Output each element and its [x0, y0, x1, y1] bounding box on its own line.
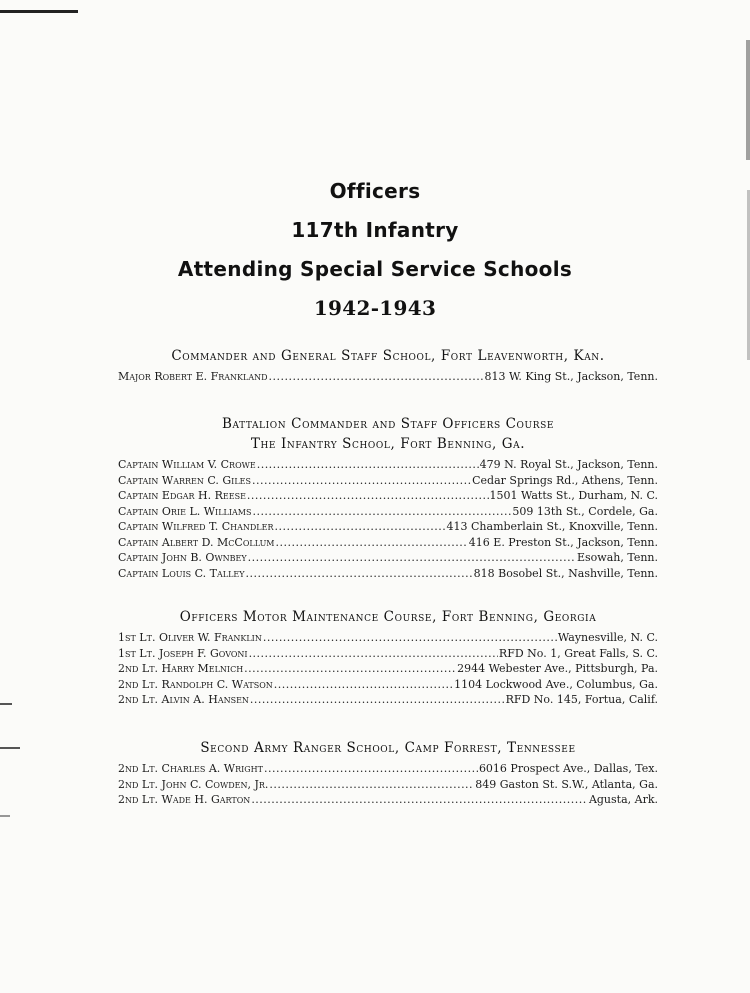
officer-address: Esowah, Tenn.	[576, 551, 658, 564]
officer-address: 1501 Watts St., Durham, N. C.	[489, 489, 658, 502]
officer-name: Captain Orie L. Williams	[118, 504, 252, 518]
officer-entry	[118, 692, 658, 708]
dot-leader	[269, 777, 474, 793]
officer-entry	[118, 369, 658, 385]
dot-leader	[249, 646, 498, 662]
officer-name: Captain John B. Ownbey	[118, 551, 247, 564]
officer-address: 413 Chamberlain St., Knoxville, Tenn.	[446, 520, 658, 533]
officer-name: 2nd Lt. Wade H. Garton	[118, 793, 251, 806]
officer-list	[118, 761, 658, 808]
dot-leader	[248, 550, 576, 566]
top-left-rule	[0, 10, 78, 13]
dot-leader	[244, 661, 456, 677]
officer-entry	[118, 488, 658, 504]
officer-name: 1st Lt. Joseph F. Govoni	[118, 646, 248, 660]
dot-leader	[257, 457, 479, 473]
dot-leader	[275, 519, 446, 535]
officer-address: 416 E. Preston St., Jackson, Tenn.	[468, 535, 658, 549]
dot-leader	[246, 566, 473, 582]
officer-address: RFD No. 1, Great Falls, S. C.	[498, 646, 658, 660]
officer-entry	[118, 777, 658, 793]
section-heading: Battalion Commander and Staff Officers Course	[221, 416, 555, 432]
dot-leader	[274, 677, 453, 693]
section-battalion-commander-course	[118, 414, 658, 581]
officer-list	[118, 630, 658, 708]
officer-entry	[118, 661, 658, 677]
officer-entry	[118, 473, 658, 489]
officer-name: Captain Wilfred T. Chandler	[118, 520, 274, 533]
dot-leader	[252, 504, 511, 520]
officer-entry	[118, 792, 658, 808]
dot-leader	[264, 761, 478, 777]
left-edge-scan-mark	[0, 703, 12, 705]
officer-name: Captain Warren C. Giles	[118, 473, 251, 487]
officer-address: RFD No. 145, Fortua, Calif.	[505, 693, 658, 706]
section-subheading: The Infantry School, Fort Benning, Ga.	[250, 436, 526, 452]
left-edge-scan-mark	[0, 747, 20, 749]
officer-entry	[118, 457, 658, 473]
officer-name: 2nd Lt. Alvin A. Hansen	[118, 693, 249, 706]
officer-address: 849 Gaston St. S.W., Atlanta, Ga.	[475, 777, 658, 791]
section-heading: Second Army Ranger School, Camp Forrest, Tennessee	[200, 740, 576, 756]
officer-name: Major Robert E. Frankland	[118, 370, 268, 383]
dot-leader	[247, 488, 489, 504]
officer-entry	[118, 566, 658, 582]
officer-name: Captain Edgar H. Reese	[118, 489, 246, 502]
officer-name: 2nd Lt. John C. Cowden, Jr.	[118, 777, 269, 791]
officer-address: 1104 Lockwood Ave., Columbus, Ga.	[454, 677, 658, 691]
dot-leader	[276, 535, 468, 551]
officer-entry	[118, 504, 658, 520]
officer-name: 1st Lt. Oliver W. Franklin	[118, 631, 262, 644]
officer-list	[118, 369, 658, 385]
officer-address: 818 Bosobel St., Nashville, Tenn.	[473, 566, 658, 580]
section-command-staff-school	[118, 346, 658, 385]
officer-address: 813 W. King St., Jackson, Tenn.	[484, 370, 658, 383]
officer-address: Agusta, Ark.	[588, 793, 658, 806]
officer-entry	[118, 677, 658, 693]
officer-address: 479 N. Royal St., Jackson, Tenn.	[479, 458, 658, 471]
officer-list	[118, 457, 658, 581]
dot-leader	[263, 630, 557, 646]
title-subject: Attending Special Service Schools	[177, 257, 573, 281]
officer-entry	[118, 535, 658, 551]
officer-name: 2nd Lt. Harry Melnich	[118, 662, 244, 675]
dot-leader	[251, 792, 588, 808]
section-ranger-school	[118, 738, 658, 808]
officer-entry	[118, 550, 658, 566]
document-title	[0, 172, 750, 328]
dot-leader	[252, 473, 471, 489]
officer-name: Captain Albert D. McCollum	[118, 535, 275, 549]
officer-address: 509 13th St., Cordele, Ga.	[512, 504, 658, 518]
officer-entry	[118, 646, 658, 662]
dot-leader	[250, 692, 505, 708]
officer-entry	[118, 519, 658, 535]
section-heading: Officers Motor Maintenance Course, Fort Benning, Georgia	[179, 609, 597, 625]
section-heading: Commander and General Staff School, Fort Leavenworth, Kan.	[171, 348, 605, 364]
officer-name: 2nd Lt. Randolph C. Watson	[118, 677, 273, 691]
officer-address: Waynesville, N. C.	[557, 631, 658, 644]
officer-entry	[118, 761, 658, 777]
officer-address: 6016 Prospect Ave., Dallas, Tex.	[478, 762, 658, 775]
officer-address: Cedar Springs Rd., Athens, Tenn.	[472, 473, 658, 487]
officer-name: Captain Louis C. Talley	[118, 566, 245, 580]
title-officers: Officers	[329, 179, 421, 203]
officer-address: 2944 Webester Ave., Pittsburgh, Pa.	[457, 662, 658, 675]
title-year: 1942-1943	[313, 296, 437, 320]
officer-name: 2nd Lt. Charles A. Wright	[118, 762, 263, 775]
right-edge-scan-mark	[746, 40, 750, 160]
dot-leader	[269, 369, 484, 385]
section-motor-maintenance-course	[118, 607, 658, 708]
officer-name: Captain William V. Crowe	[118, 458, 256, 471]
officer-entry	[118, 630, 658, 646]
title-regiment: 117th Infantry	[291, 218, 459, 242]
left-edge-scan-mark	[0, 815, 10, 817]
